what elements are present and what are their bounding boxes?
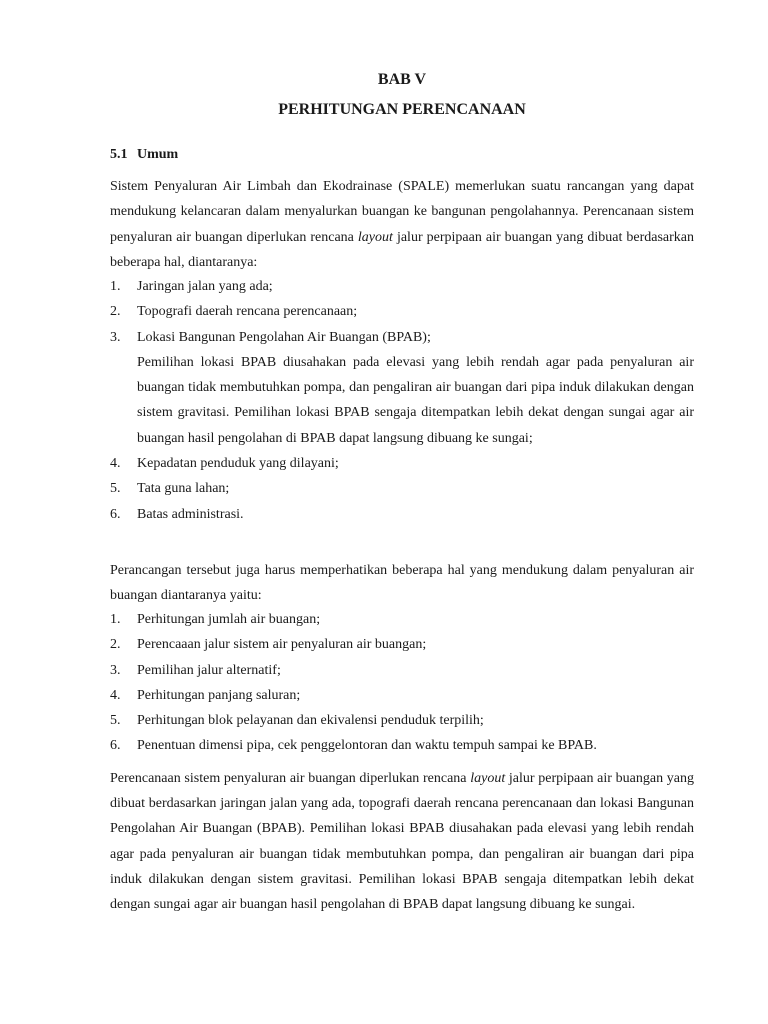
- paragraph-intro-text-1: Sistem Penyaluran Air Limbah dan Ekodrainase (SPALE) memerlukan suatu rancangan yang dapat mendukung kelancaran dalam menyalurkan buangan ke bangunan pengolahannya. Perencanaan sistem penyaluran air buangan diperlukan rencana: [110, 179, 694, 245]
- list-item: [110, 733, 694, 758]
- list-item-text: Perhitungan blok pelayanan dan ekivalensi penduduk terpilih;: [137, 713, 484, 729]
- paragraph-intro-text-2: jalur perpipaan air buangan yang dibuat berdasarkan beberapa hal, diantaranya:: [110, 229, 694, 270]
- list-item-number: 1.: [110, 279, 121, 294]
- design-steps-list: [110, 607, 694, 759]
- list-item-number: 6.: [110, 738, 121, 754]
- list-item-number: 3.: [110, 329, 121, 345]
- list-item: [110, 708, 694, 733]
- paragraph-summary-text-1: Perencanaan sistem penyaluran air buangan diperlukan rencana: [110, 771, 471, 786]
- list-item-text: Perhitungan jumlah air buangan;: [137, 612, 321, 627]
- list-item-text: Perencaaan jalur sistem air penyaluran air buangan;: [137, 637, 427, 653]
- list-item-text: Tata guna lahan;: [137, 481, 230, 497]
- list-item: [110, 325, 694, 451]
- list-item-number: 1.: [110, 612, 121, 627]
- list-item-number: 5.: [110, 481, 121, 497]
- list-item-text: Kepadatan penduduk yang dilayani;: [137, 456, 339, 472]
- list-item-number: 6.: [110, 506, 121, 522]
- list-item-text: Lokasi Bangunan Pengolahan Air Buangan (BPAB);: [137, 329, 431, 345]
- list-item: [110, 502, 694, 527]
- list-item-number: 5.: [110, 713, 121, 729]
- list-item: [110, 607, 694, 632]
- list-item: [110, 476, 694, 501]
- list-item: [110, 451, 694, 476]
- list-item-number: 3.: [110, 662, 121, 678]
- list-item: [110, 683, 694, 708]
- list-item-number: 2.: [110, 637, 121, 653]
- paragraph-summary-italic: layout: [470, 771, 506, 786]
- criteria-list: [110, 274, 694, 527]
- list-item-text: Pemilihan jalur alternatif;: [137, 662, 281, 678]
- list-item-text: Perhitungan panjang saluran;: [137, 687, 301, 703]
- list-item-text: Jaringan jalan yang ada;: [137, 279, 273, 294]
- list-item-subparagraph: Pemilihan lokasi BPAB diusahakan pada elevasi yang lebih rendah agar pada penyaluran air buangan tidak membutuhkan pompa, dan pengaliran air buangan dari pipa induk dilakukan dengan sistem gravitasi. Pemilihan lokasi BPAB sengaja ditempatkan lebih dekat dengan sungai agar air buangan hasil pengolahan di BPAB dapat langsung dibuang ke sungai;: [137, 354, 694, 446]
- list-item-text: Batas administrasi.: [137, 506, 244, 522]
- section-number: 5.1: [110, 147, 128, 162]
- list-item: [110, 299, 694, 324]
- paragraph-summary-text-2: jalur perpipaan air buangan yang dibuat berdasarkan jaringan jalan yang ada, topografi daerah rencana perencanaan dan lokasi Bangunan Pengolahan Air Buangan (BPAB). Pemilihan lokasi BPAB diusahakan pada elevasi yang lebih rendah agar pada penyaluran air buangan tidak membutuhkan pompa, dan pengaliran air buangan dari pipa induk dilakukan dengan sistem gravitasi. Pemilihan lokasi BPAB sengaja ditempatkan lebih dekat dengan sungai agar air buangan hasil pengolahan di BPAB dapat langsung dibuang ke sungai.: [110, 771, 694, 913]
- list-item-number: 4.: [110, 687, 121, 703]
- list-item-number: 4.: [110, 456, 121, 472]
- paragraph-intro: [110, 174, 694, 275]
- list-item-number: 2.: [110, 304, 121, 320]
- paragraph-summary: [110, 766, 694, 917]
- section-title: Umum: [137, 147, 179, 162]
- paragraph-intro-italic: layout: [357, 229, 393, 245]
- section-heading: [110, 145, 178, 165]
- list-item: [110, 274, 694, 299]
- paragraph-design: Perancangan tersebut juga harus memperhatikan beberapa hal yang mendukung dalam penyaluran air buangan diantaranya yaitu:: [110, 563, 694, 604]
- chapter-label: BAB V: [377, 71, 427, 88]
- chapter-title: PERHITUNGAN PERENCANAAN: [278, 101, 526, 118]
- list-item-text: Topografi daerah rencana perencanaan;: [137, 304, 358, 320]
- list-item: [110, 658, 694, 683]
- list-item-text: Penentuan dimensi pipa, cek penggelontoran dan waktu tempuh sampai ke BPAB.: [137, 738, 597, 754]
- list-item: [110, 632, 694, 657]
